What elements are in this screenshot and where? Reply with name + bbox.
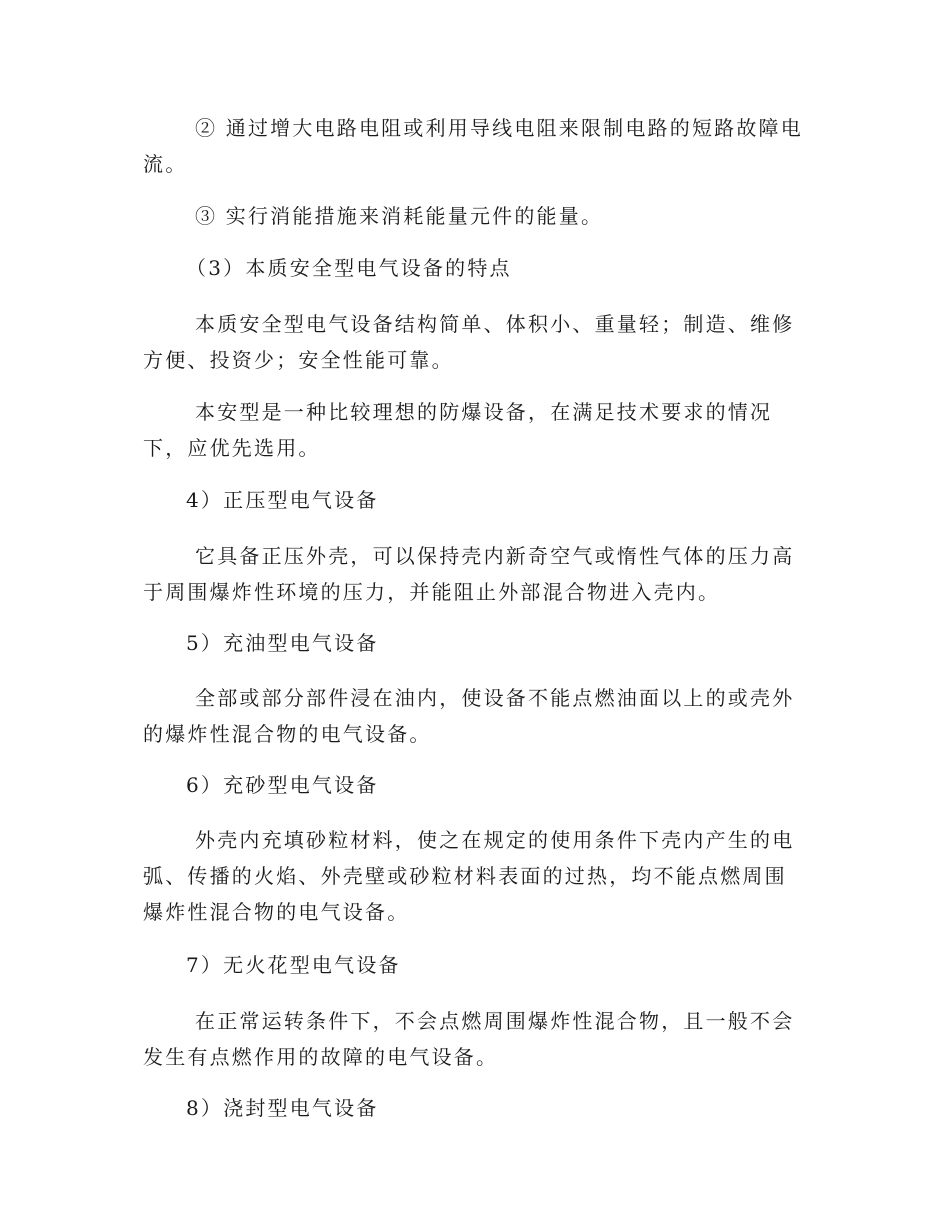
- heading-intrinsic-safety-features: （3）本质安全型电气设备的特点: [186, 256, 512, 280]
- heading-encapsulated-equipment: 8）浇封型电气设备: [186, 1096, 379, 1120]
- heading-sand-filled-equipment: 6）充砂型电气设备: [186, 773, 379, 797]
- heading-pressurized-equipment: 4）正压型电气设备: [186, 488, 379, 512]
- paragraph-oil-immersed-description: 全部或部分部件浸在油内，使设备不能点燃油面以上的或壳外的爆炸性混合物的电气设备。: [143, 686, 795, 746]
- paragraph-sand-filled-description: 外壳内充填砂粒材料，使之在规定的使用条件下壳内产生的电弧、传播的火焰、外壳壁或砂粒材料表面的过热，均不能点燃周围爆炸性混合物的电气设备。: [143, 828, 795, 924]
- paragraph-energy-dissipation: ③ 实行消能措施来消耗能量元件的能量。: [195, 204, 604, 228]
- paragraph-pressurized-description: 它具备正压外壳，可以保持壳内新奇空气或惰性气体的压力高于周围爆炸性环境的压力，并能阻止外部混合物进入壳内。: [143, 544, 795, 604]
- paragraph-non-sparking-description: 在正常运转条件下，不会点燃周围爆炸性混合物，且一般不会发生有点燃作用的故障的电气设备。: [143, 1009, 795, 1069]
- paragraph-limit-current: ② 通过增大电路电阻或利用导线电阻来限制电路的短路故障电流。: [143, 116, 803, 176]
- paragraph-intrinsic-safety-preference: 本安型是一种比较理想的防爆设备，在满足技术要求的情况下，应优先选用。: [143, 400, 773, 460]
- heading-oil-immersed-equipment: 5）充油型电气设备: [186, 631, 379, 655]
- paragraph-intrinsic-safety-structure: 本质安全型电气设备结构简单、体积小、重量轻；制造、维修方便、投资少；安全性能可靠。: [143, 312, 795, 372]
- heading-non-sparking-equipment: 7）无火花型电气设备: [186, 953, 401, 977]
